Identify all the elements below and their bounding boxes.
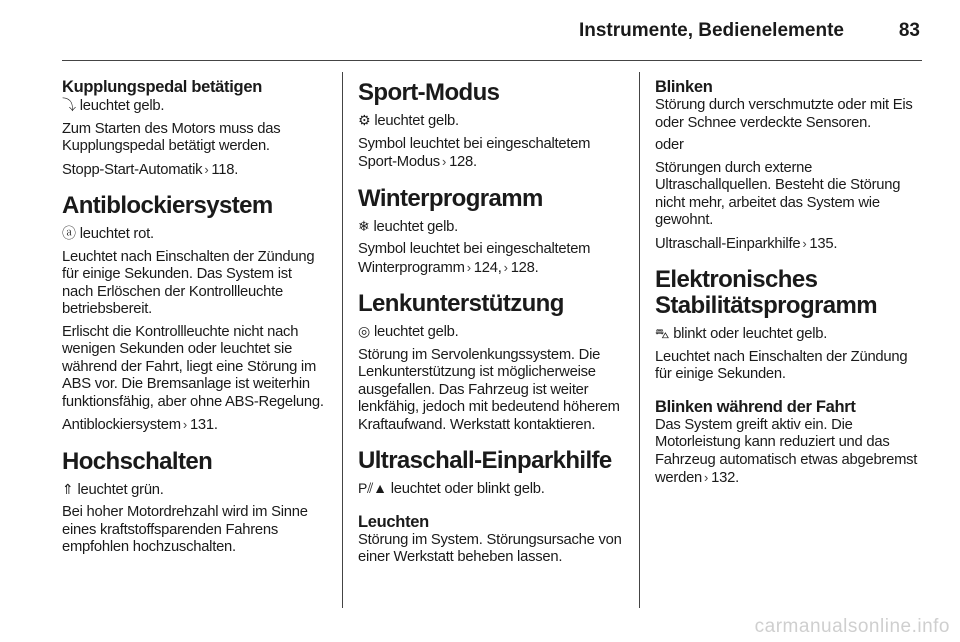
section-heading: Lenkunterstützung (358, 290, 564, 317)
section-heading: Leuchten (358, 512, 429, 531)
section-heading: Kupplungspedal betätigen (62, 78, 262, 96)
section-heading: Blinken (655, 78, 713, 96)
paragraph: Störungen durch externe Ultraschallquellen. Besteht die Störung nicht mehr, arbeitet das System wie gewohnt. (655, 159, 901, 228)
reference-arrow-icon: › (466, 259, 471, 275)
page-link[interactable]: 128. (449, 154, 477, 170)
parking-sensor-icon: P⫽▲ (358, 480, 387, 496)
paragraph: Störung durch verschmutzte oder mit Eis oder Schnee verdeckte Sensoren. (655, 97, 913, 131)
symbol-line: ⓐ leuchtet rot. (62, 225, 154, 242)
section-leuchten (358, 513, 624, 567)
page-header (62, 0, 922, 61)
reference-arrow-icon: › (204, 161, 209, 177)
cross-reference: Symbol leuchtet bei eingeschaltetem Winterprogramm › 124, › 128. (358, 241, 591, 276)
section-heading: Winterprogramm (358, 184, 543, 212)
header-title: Instrumente, Bedienelemente (578, 20, 844, 41)
section-heading: Antiblockiersystem (62, 192, 273, 219)
section-winterprogramm (358, 186, 624, 278)
sport-mode-icon: ⚙ (358, 112, 371, 128)
paragraph: Zum Starten des Motors muss das Kupplungspedal betätigt werden. (62, 120, 281, 154)
paragraph: oder (655, 137, 684, 153)
esp-skid-car-icon: ⛍ (655, 325, 670, 341)
cross-reference: Ultraschall-Einparkhilfe › 135. (655, 235, 838, 252)
paragraph: Erlischt die Kontrollleuchte nicht nach wenigen Sekunden oder leuchtet sie während der Fahrt, liegt eine Störung im ABS vor. Die Bremsanlage ist weiterhin funktionsfähig, aber ohne ABS-Regelung. (62, 323, 324, 410)
paragraph: Störung im System. Störungsursache von einer Werkstatt beheben lassen. (358, 531, 622, 565)
section-antiblockiersystem (62, 193, 326, 435)
cross-reference: Das System greift aktiv ein. Die Motorleistung kann reduziert und das Fahrzeug automatisch etwas abgebremst werden › 132. (655, 416, 918, 486)
section-esp (655, 267, 923, 384)
section-heading: Sport-Modus (358, 79, 500, 106)
section-lenkunterstuetzung (358, 291, 624, 434)
symbol-line: ⇑ leuchtet grün. (62, 480, 164, 498)
column-middle (358, 78, 624, 608)
section-ultraschall-einparkhilfe (358, 448, 624, 499)
column-left (62, 78, 326, 608)
symbol-line: ◎ leuchtet gelb. (358, 323, 459, 340)
symbol-line: ⤵ leuchtet gelb. (62, 97, 165, 114)
cross-reference: Antiblockiersystem › 131. (62, 417, 218, 433)
steering-wheel-icon: ◎ (358, 323, 370, 339)
reference-arrow-icon: › (802, 235, 807, 251)
symbol-line: ❄ leuchtet gelb. (358, 217, 459, 235)
paragraph: Leuchtet nach Einschalten der Zündung für einige Sekunden. (655, 348, 908, 382)
reference-arrow-icon: › (704, 470, 709, 485)
symbol-line: ⛍ blinkt oder leuchtet gelb. (655, 325, 828, 342)
clutch-pedal-icon: ⤵ (62, 97, 76, 113)
section-blinken (655, 78, 923, 253)
snowflake-icon: ❄ (358, 217, 370, 234)
column-divider-2 (639, 72, 640, 608)
page-link[interactable]: 128. (510, 259, 539, 276)
page-link[interactable]: 132. (711, 470, 739, 486)
cross-reference: Symbol leuchtet bei eingeschaltetem Sport-Modus › 128. (358, 135, 591, 170)
page-number: 83 (898, 20, 920, 41)
section-heading: Blinken während der Fahrt (655, 397, 856, 416)
page-link[interactable]: 124, (473, 259, 502, 276)
section-heading: Hochschalten (62, 447, 213, 475)
upshift-arrow-icon: ⇑ (62, 480, 74, 497)
reference-arrow-icon: › (503, 259, 508, 275)
paragraph: Störung im Servolenkungssystem. Die Lenkunterstützung ist möglicherweise ausgefallen. Das Fahrzeug ist weiter lenkfähig, jedoch mit bedeutend höherem Kraftaufwand. Werkstatt kontaktieren. (358, 346, 620, 433)
paragraph: Bei hoher Motordrehzahl wird im Sinne eines kraftstoffsparenden Fahrens empfohlen hochzuschalten. (62, 504, 308, 555)
page-link[interactable]: 131. (189, 417, 218, 433)
symbol-line: ⚙ leuchtet gelb. (358, 112, 459, 129)
paragraph: Leuchtet nach Einschalten der Zündung für einige Sekunden. Das System ist nach Erlöschen der Kontrollleuchte betriebsbereit. (62, 248, 315, 317)
abs-warning-icon: ⓐ (62, 225, 76, 241)
column-right (655, 78, 923, 608)
column-divider-1 (342, 72, 343, 608)
symbol-line: P⫽▲ leuchtet oder blinkt gelb. (358, 480, 545, 497)
page-link[interactable]: 118. (211, 161, 239, 178)
section-hochschalten (62, 449, 326, 557)
reference-arrow-icon: › (182, 417, 187, 432)
watermark: carmanualsonline.info (754, 616, 950, 637)
cross-reference: Stopp-Start-Automatik › 118. (62, 161, 239, 178)
section-heading: Ultraschall-Einparkhilfe (358, 447, 612, 474)
section-kupplungspedal (62, 78, 326, 179)
page-link[interactable]: 135. (809, 235, 838, 252)
section-sport-modus (358, 80, 624, 172)
reference-arrow-icon: › (441, 154, 447, 169)
section-blinken-waehrend-fahrt (655, 398, 923, 488)
section-heading: Elektronisches Stabilitätsprogramm (655, 266, 877, 319)
